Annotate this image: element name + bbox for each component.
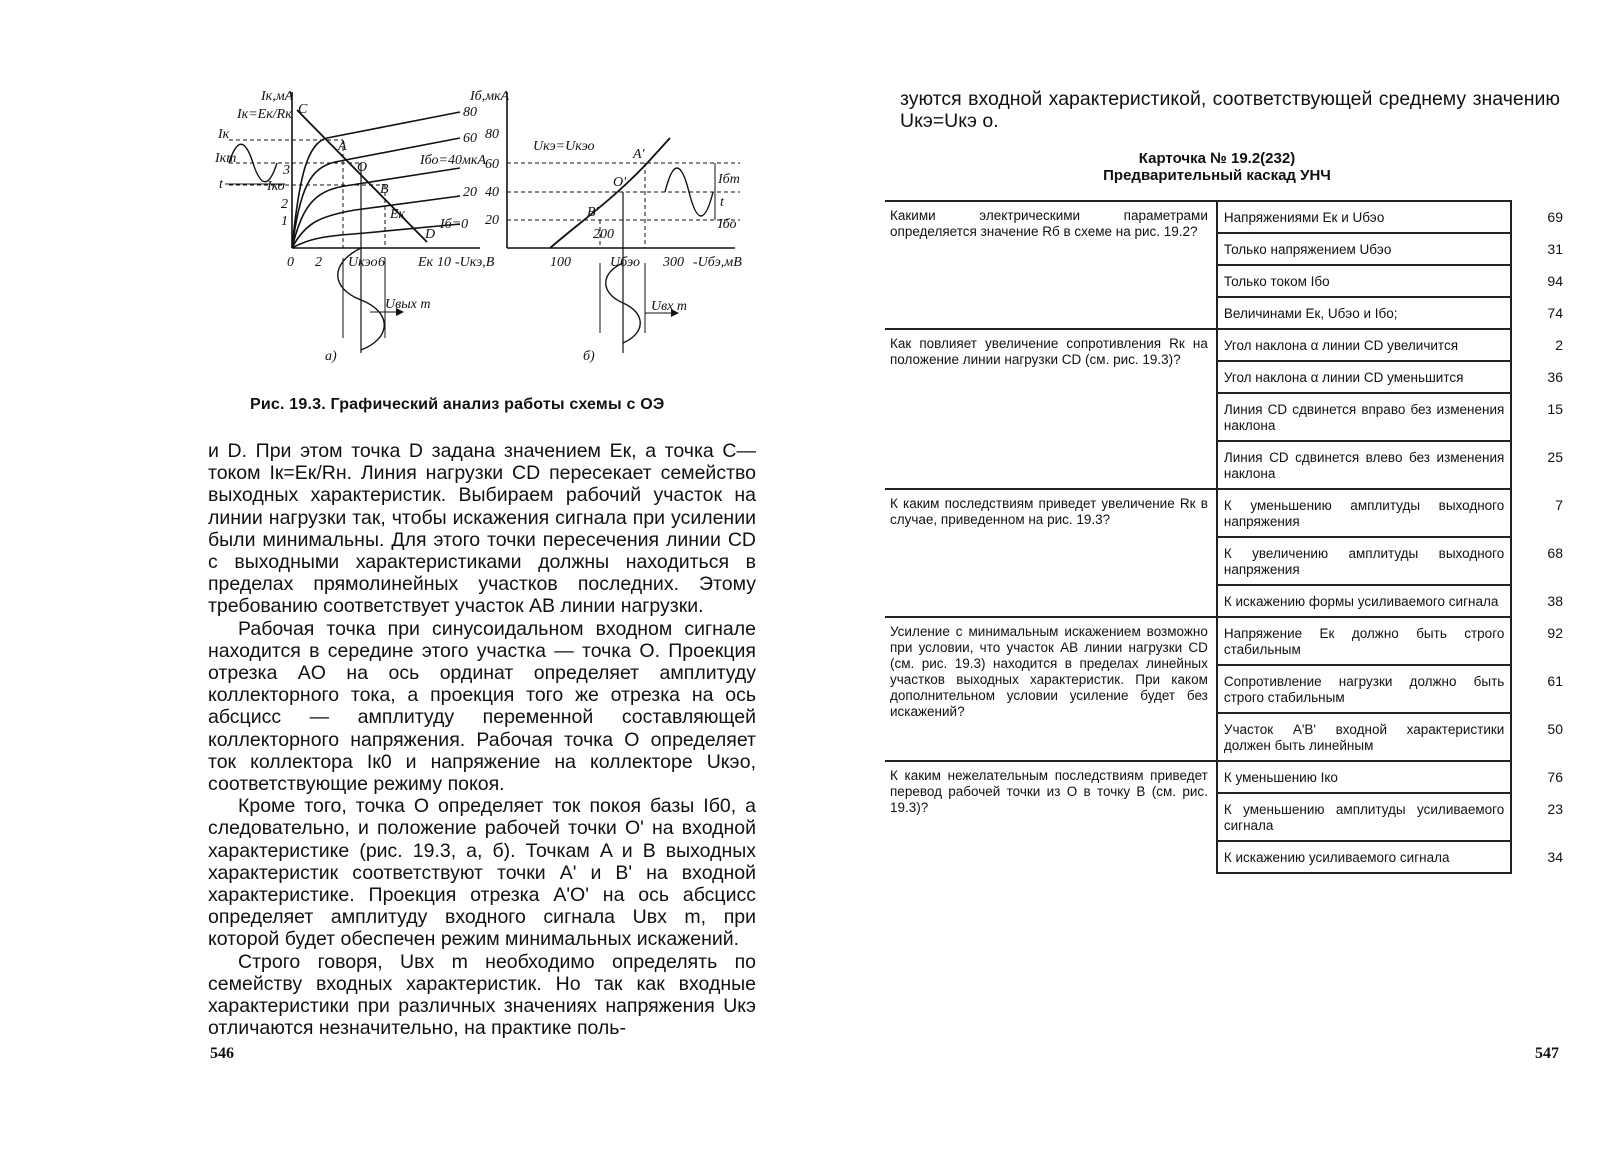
right-intro-text [900, 88, 1560, 132]
svg-text:D: D [425, 227, 436, 242]
card-answer-code: 94 [1547, 273, 1563, 289]
card-answer-code: 25 [1547, 449, 1563, 465]
svg-text:Iбо=40мкА: Iбо=40мкА [420, 153, 487, 168]
svg-text:O': O' [613, 175, 627, 190]
card-row [885, 489, 1565, 537]
svg-text:B': B' [587, 205, 599, 220]
card-question: Усиление с минимальным искажением возможно при условии, что участок AB линии нагрузки CD (см. рис. 19.3) находится в пределах линейных участков выходных характеристик. При каком дополнительном условии усиление будет без искажений? [885, 617, 1217, 761]
svg-text:6: 6 [378, 255, 385, 270]
svg-text:C: C [298, 102, 308, 117]
card-answer: Линия CD сдвинется вправо без изменения наклона [1217, 393, 1511, 441]
card-answer-code: 34 [1547, 849, 1563, 865]
card-question: К каким последствиям приведет увеличение Rк в случае, приведенном на рис. 19.3? [885, 489, 1217, 617]
left-page [0, 0, 807, 1173]
card-answer-code: 76 [1547, 769, 1563, 785]
card-answer: К уменьшению амплитуды усиливаемого сигнала [1217, 793, 1511, 841]
card-answer: К искажению усиливаемого сигнала [1217, 841, 1511, 873]
svg-text:40: 40 [485, 185, 499, 200]
card-answer: Участок A'B' входной характеристики должен быть линейным [1217, 713, 1511, 761]
card-answer-code: 38 [1547, 593, 1563, 609]
svg-text:O: O [357, 160, 368, 175]
svg-text:200: 200 [593, 227, 614, 242]
svg-text:1: 1 [281, 214, 288, 229]
svg-text:A': A' [633, 147, 645, 162]
card-answer-code: 61 [1547, 673, 1563, 689]
card-answer-code: 50 [1547, 721, 1563, 737]
paragraph: и D. При этом точка D задана значением Eк, а точка C—током Iк=Eк/Rн. Линия нагрузки CD пересекает семейство выходных характеристик. Выбираем рабочий участок на линии нагрузки так, чтобы искажения сигнала при усилении были минимальны. Для этого точки пересечения линии CD с выходными характеристиками должны находиться в пределах прямолинейных участков последних. Этому требованию соответствует участок AB линии нагрузки. [208, 440, 756, 618]
card-answer: К уменьшению Iко [1217, 761, 1511, 793]
svg-text:Uкэо: Uкэо [348, 255, 378, 270]
card-answer: Напряжение Eк должно быть строго стабильным [1217, 617, 1511, 665]
svg-text:Uкэ=Uкэо: Uкэ=Uкэо [533, 139, 595, 154]
card-answer: Линия CD сдвинется влево без изменения наклона [1217, 441, 1511, 489]
card-title: Карточка № 19.2(232) [1138, 150, 1296, 167]
question-card-table [885, 200, 1565, 874]
card-question: К каким нежелательным последствиям приведет перевод рабочей точки из O в точку B (см. рис. 19.3)? [885, 761, 1217, 873]
svg-text:Eк: Eк [390, 207, 406, 222]
svg-text:20: 20 [463, 185, 477, 200]
card-answer-code: 2 [1555, 337, 1563, 353]
svg-text:Uбэо: Uбэо [610, 255, 640, 270]
card-answer: Угол наклона α линии CD увеличится [1217, 329, 1511, 361]
card-answer: К искажению формы усиливаемого сигнала [1217, 585, 1511, 617]
svg-text:Uвх m: Uвх m [651, 299, 688, 314]
card-answer-code: 69 [1547, 209, 1563, 225]
figure-graphs [215, 88, 775, 386]
svg-text:Iкm: Iкm [215, 151, 237, 166]
svg-text:2: 2 [281, 197, 288, 212]
svg-text:A: A [338, 139, 347, 154]
svg-text:60: 60 [463, 131, 477, 146]
svg-text:Iб,мкА: Iб,мкА [470, 89, 510, 104]
card-question: Какими электрическими параметрами определяется значение Rб в схеме на рис. 19.2? [885, 201, 1217, 329]
card-row [885, 201, 1565, 233]
card-answer-code: 74 [1547, 305, 1563, 321]
paragraph: Рабочая точка при синусоидальном входном сигнале находится в середине этого участка — точка O. Проекция отрезка AO на ось ординат определяет амплитуду коллекторного тока, а проекция того же отрезка на ось абсцисс — амплитуду переменной составляющей коллекторного напряжения. Рабочая точка O определяет ток коллектора Iк0 и напряжение на коллекторе Uкэо, соответствующие режиму покоя. [208, 617, 756, 796]
left-body-text [208, 440, 756, 1039]
card-subtitle: Предварительный каскад УНЧ [1103, 167, 1331, 184]
paragraph: зуются входной характеристикой, соответствующей среднему значению Uкэ=Uкэ о. [900, 88, 1560, 132]
figure-19-3 [215, 88, 775, 386]
card-row [885, 329, 1565, 361]
card-answer-code: 23 [1547, 801, 1563, 817]
paragraph: Строго говоря, Uвх m необходимо определять по семейству входных характеристик. Но так как входные характеристики при различных значениях напряжения Uкэ отличаются незначительно, на практике поль- [208, 950, 756, 1040]
paragraph: Кроме того, точка O определяет ток покоя базы Iб0, а следовательно, и положение рабочей точки O' на входной характеристике (рис. 19.3, а, б). Точкам A и B выходных характеристик соответствуют точки A' и B' на входной характеристике. Проекция отрезка A'O' на ось абсцисс определяет амплитуду входного сигнала Uвх m, при которой будет обеспечен режим минимальных искажений. [208, 795, 756, 951]
svg-text:Iк: Iк [218, 127, 230, 142]
right-page [807, 0, 1615, 1173]
svg-text:-Uбэ,мВ: -Uбэ,мВ [693, 255, 742, 270]
card-answer: Сопротивление нагрузки должно быть строго стабильным [1217, 665, 1511, 713]
card-answer-code: 92 [1547, 625, 1563, 641]
svg-text:t: t [720, 195, 724, 210]
figure-caption: Рис. 19.3. Графический анализ работы схемы с ОЭ [250, 396, 665, 413]
page-number-left: 546 [210, 1045, 234, 1062]
svg-text:Iко: Iко [267, 179, 285, 194]
card-answer-code: 15 [1547, 401, 1563, 417]
card-question: Как повлияет увеличение сопротивления Rк на положение линии нагрузки CD (см. рис. 19.3)? [885, 329, 1217, 489]
svg-text:B: B [380, 182, 389, 197]
card-answer-code: 68 [1547, 545, 1563, 561]
card-row [885, 617, 1565, 665]
card-answer-code: 36 [1547, 369, 1563, 385]
svg-text:80: 80 [485, 127, 499, 142]
svg-text:-Uкэ,В: -Uкэ,В [455, 255, 495, 270]
svg-text:Iк=Eк/Rк: Iк=Eк/Rк [237, 107, 292, 122]
card-answer: К уменьшению амплитуды выходного напряжения [1217, 489, 1511, 537]
svg-text:20: 20 [485, 213, 499, 228]
card-answer: Только током Iбо [1217, 265, 1511, 297]
card-row [885, 761, 1565, 793]
svg-text:300: 300 [663, 255, 684, 270]
svg-text:60: 60 [485, 157, 499, 172]
card-answer-code: 31 [1547, 241, 1563, 257]
panel-a-y-label: Iк,мА [261, 89, 294, 104]
svg-text:t: t [219, 177, 223, 192]
svg-text:а): а) [325, 349, 337, 364]
svg-text:Eк: Eк [418, 255, 434, 270]
card-answer: Только напряжением Uбэо [1217, 233, 1511, 265]
svg-text:10: 10 [437, 255, 451, 270]
svg-text:б): б) [583, 349, 595, 364]
svg-text:0: 0 [287, 255, 294, 270]
page-number-right: 547 [1535, 1045, 1559, 1062]
svg-text:80: 80 [463, 105, 477, 120]
svg-text:2: 2 [315, 255, 322, 270]
svg-text:3: 3 [283, 163, 290, 178]
card-answer-code: 7 [1555, 497, 1563, 513]
card-answer: К увеличению амплитуды выходного напряжения [1217, 537, 1511, 585]
card-answer: Угол наклона α линии CD уменьшится [1217, 361, 1511, 393]
svg-text:Iбо: Iбо [718, 217, 737, 232]
svg-text:Iбm: Iбm [718, 172, 740, 187]
card-answer: Величинами Eк, Uбэо и Iбо; [1217, 297, 1511, 329]
card-answer: Напряжениями Eк и Uбэо [1217, 201, 1511, 233]
svg-text:100: 100 [550, 255, 571, 270]
svg-text:Uвых m: Uвых m [385, 297, 431, 312]
svg-text:Iб=0: Iб=0 [440, 217, 469, 232]
